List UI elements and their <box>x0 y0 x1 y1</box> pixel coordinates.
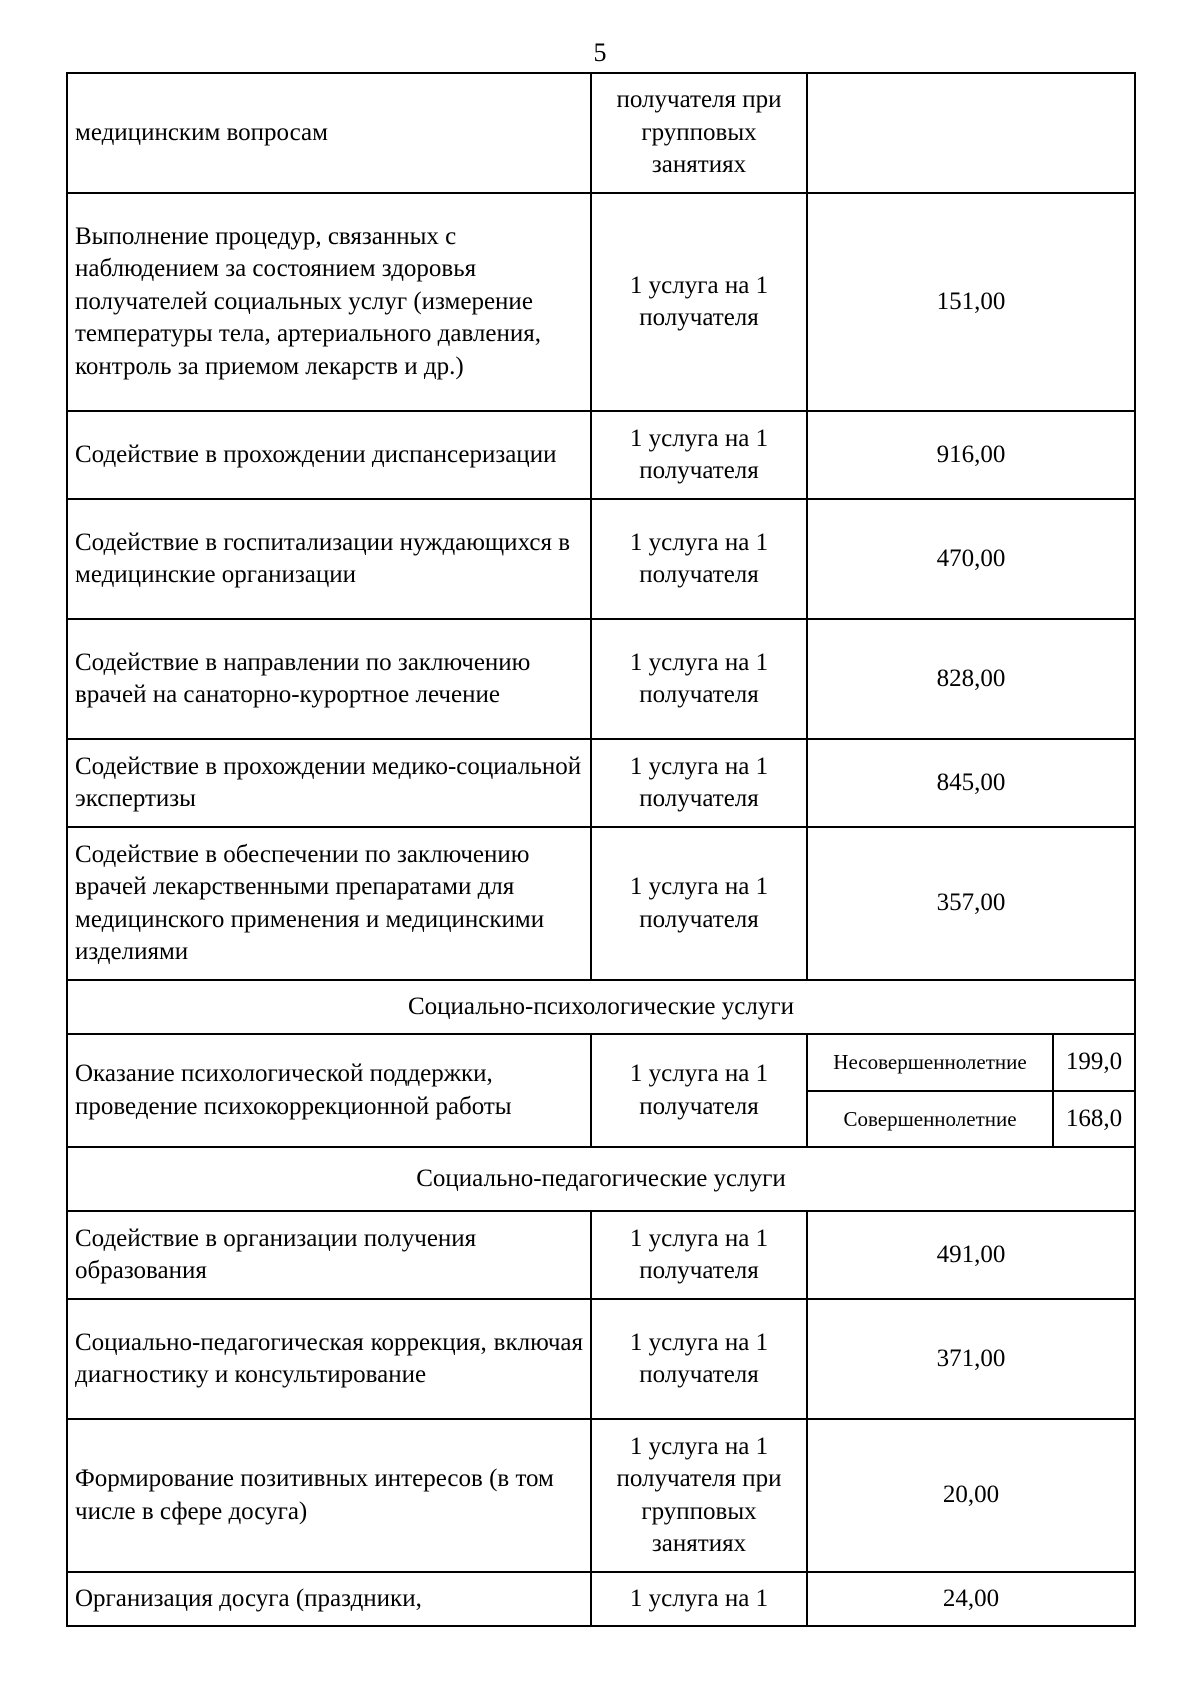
page-number: 5 <box>593 38 607 67</box>
section-heading: Социально-педагогические услуги <box>67 1147 1135 1211</box>
service-name: Содействие в прохождении диспансеризации <box>67 411 591 499</box>
service-unit: 1 услуга на 1 получателя при групповых занятиях <box>591 1419 807 1572</box>
minor-price: 199,0 <box>1053 1034 1135 1091</box>
service-price: 845,00 <box>807 739 1135 827</box>
service-price: 916,00 <box>807 411 1135 499</box>
section-row <box>67 1147 1135 1211</box>
service-unit: 1 услуга на 1 получателя <box>591 827 807 980</box>
adult-label: Совершеннолетние <box>807 1091 1053 1147</box>
table-row <box>67 1211 1135 1299</box>
service-price: 20,00 <box>807 1419 1135 1572</box>
table-row <box>67 411 1135 499</box>
service-name: Выполнение процедур, связанных с наблюдением за состоянием здоровья получателей социальных услуг (измерение температуры тела, артериального давления, контроль за приемом лекарств и др.) <box>67 193 591 411</box>
minor-label: Несовершеннолетние <box>807 1034 1053 1091</box>
table-row <box>67 1034 1135 1091</box>
service-name: Организация досуга (праздники, <box>67 1572 591 1626</box>
table-row <box>67 73 1135 193</box>
service-name: Содействие в госпитализации нуждающихся в медицинские организации <box>67 499 591 619</box>
table-row <box>67 1419 1135 1572</box>
service-price: 828,00 <box>807 619 1135 739</box>
service-price: 371,00 <box>807 1299 1135 1419</box>
table-row <box>67 1572 1135 1626</box>
service-unit: 1 услуга на 1 получателя <box>591 411 807 499</box>
service-unit: 1 услуга на 1 получателя <box>591 1034 807 1147</box>
service-name: Содействие в направлении по заключению врачей на санаторно-курортное лечение <box>67 619 591 739</box>
service-name: медицинским вопросам <box>67 73 591 193</box>
table-row <box>67 827 1135 980</box>
section-heading: Социально-психологические услуги <box>67 980 1135 1034</box>
service-unit: 1 услуга на 1 получателя <box>591 1211 807 1299</box>
service-name: Формирование позитивных интересов (в том числе в сфере досуга) <box>67 1419 591 1572</box>
section-row <box>67 980 1135 1034</box>
table-row <box>67 619 1135 739</box>
service-name: Оказание психологической поддержки, проведение психокоррекционной работы <box>67 1034 591 1147</box>
service-unit: 1 услуга на 1 <box>591 1572 807 1626</box>
table-row <box>67 1299 1135 1419</box>
service-price: 357,00 <box>807 827 1135 980</box>
service-unit: 1 услуга на 1 получателя <box>591 619 807 739</box>
service-unit: 1 услуга на 1 получателя <box>591 499 807 619</box>
service-unit: 1 услуга на 1 получателя <box>591 739 807 827</box>
service-price: 491,00 <box>807 1211 1135 1299</box>
services-table <box>66 72 1136 1627</box>
service-unit: 1 услуга на 1 получателя <box>591 193 807 411</box>
table-row <box>67 193 1135 411</box>
service-name: Содействие в обеспечении по заключению врачей лекарственными препаратами для медицинского применения и медицинскими изделиями <box>67 827 591 980</box>
adult-price: 168,0 <box>1053 1091 1135 1147</box>
service-price: 24,00 <box>807 1572 1135 1626</box>
service-price: 151,00 <box>807 193 1135 411</box>
table-row <box>67 499 1135 619</box>
service-unit: 1 услуга на 1 получателя <box>591 1299 807 1419</box>
service-unit: получателя при групповых занятиях <box>591 73 807 193</box>
service-name: Социально-педагогическая коррекция, включая диагностику и консультирование <box>67 1299 591 1419</box>
service-price: 470,00 <box>807 499 1135 619</box>
service-name: Содействие в организации получения образования <box>67 1211 591 1299</box>
service-name: Содействие в прохождении медико-социальной экспертизы <box>67 739 591 827</box>
service-price <box>807 73 1135 193</box>
table-row <box>67 739 1135 827</box>
